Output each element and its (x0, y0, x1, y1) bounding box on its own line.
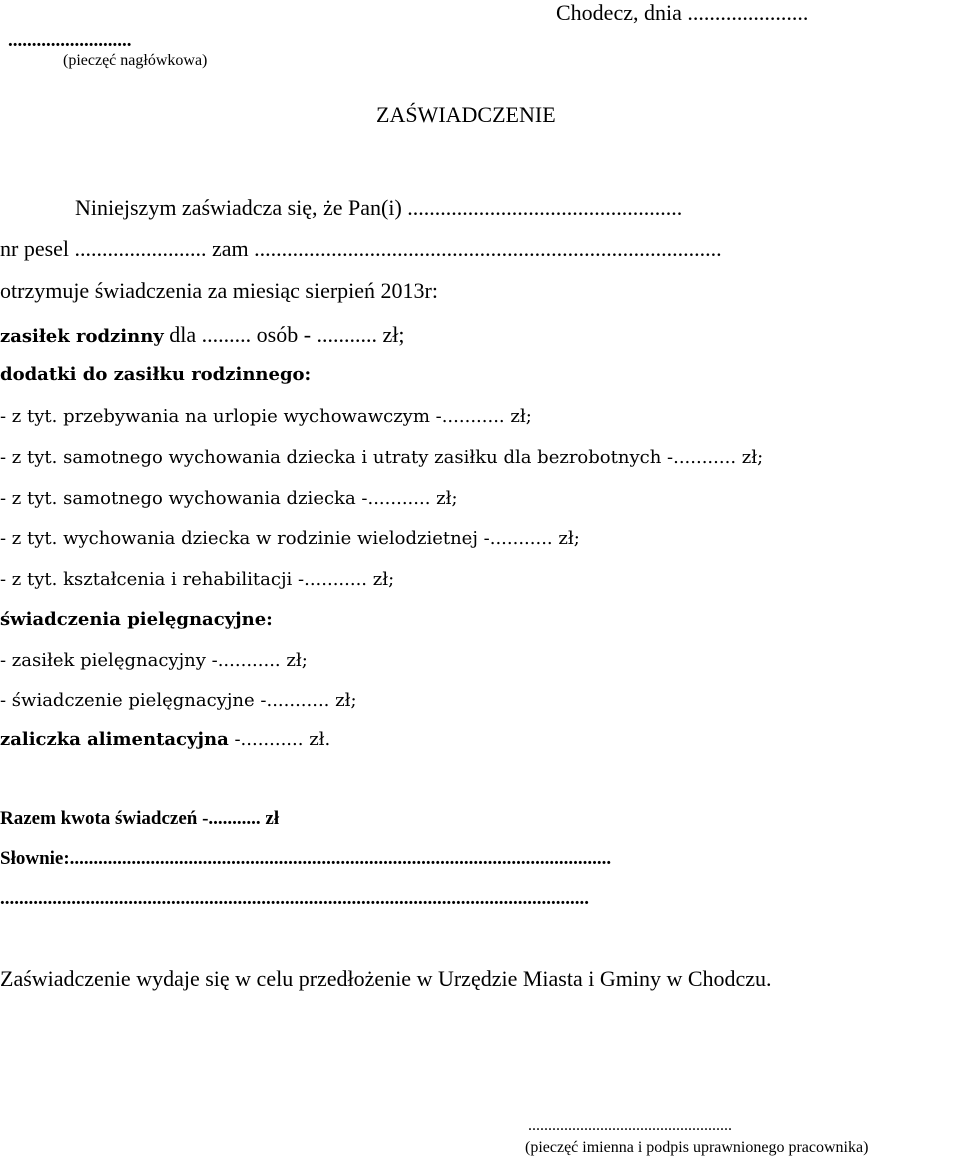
zasilek-rodzinny-line (0, 322, 405, 348)
slownie-line: Słownie:.................................................................................................................. (0, 848, 612, 869)
intro-line-1: Niniejszym zaświadcza się, że Pan(i) .................................................. (75, 195, 683, 220)
intro-line-2: nr pesel ........................ zam ..................................................................................... (0, 236, 722, 261)
dodatki-item-5: - z tyt. kształcenia i rehabilitacji -........... zł; (0, 569, 395, 590)
dodatki-item-4: - z tyt. wychowania dziecka w rodzinie wielodzietnej -........... zł; (0, 528, 580, 549)
signature-label: (pieczęć imienna i podpis uprawnionego pracownika) (525, 1139, 869, 1156)
zaliczka-value: -........... zł. (228, 729, 331, 750)
zasilek-rodzinny-value: dla ......... osób - ........... zł; (163, 322, 405, 347)
pielegnacyjne-item-1: - zasiłek pielęgnacyjny -........... zł; (0, 650, 308, 671)
pielegnacyjne-item-2: - świadczenie pielęgnacyjne -........... zł; (0, 690, 357, 711)
stamp-label: (pieczęć nagłówkowa) (63, 52, 208, 69)
dodatki-item-3: - z tyt. samotnego wychowania dziecka -........... zł; (0, 488, 458, 509)
dodatki-item-1: - z tyt. przebywania na urlopie wychowawczym -........... zł; (0, 406, 532, 427)
intro-line-3: otrzymuje świadczenia za miesiąc sierpień 2013r: (0, 278, 438, 303)
razem-kwota: Razem kwota świadczeń -........... zł (0, 808, 280, 829)
dodatki-heading: dodatki do zasiłku rodzinnego: (0, 364, 312, 385)
stamp-dots: .......................... (8, 30, 132, 51)
dodatki-item-2: - z tyt. samotnego wychowania dziecka i utraty zasiłku dla bezrobotnych -........... zł; (0, 447, 764, 468)
place-date: Chodecz, dnia ...................... (556, 0, 809, 25)
zasilek-rodzinny-label: zasiłek rodzinny (0, 326, 164, 347)
signature-dots: ................................................... (528, 1117, 732, 1134)
pielegnacyjne-heading: świadczenia pielęgnacyjne: (0, 609, 273, 630)
zaliczka-line (0, 729, 330, 750)
slownie-continuation: ............................................................................................................................ (0, 888, 589, 909)
zaliczka-label: zaliczka alimentacyjna (0, 729, 229, 750)
document-title: ZAŚWIADCZENIE (376, 102, 556, 127)
purpose-statement: Zaświadczenie wydaje się w celu przedłożenie w Urzędzie Miasta i Gminy w Chodczu. (0, 966, 772, 991)
